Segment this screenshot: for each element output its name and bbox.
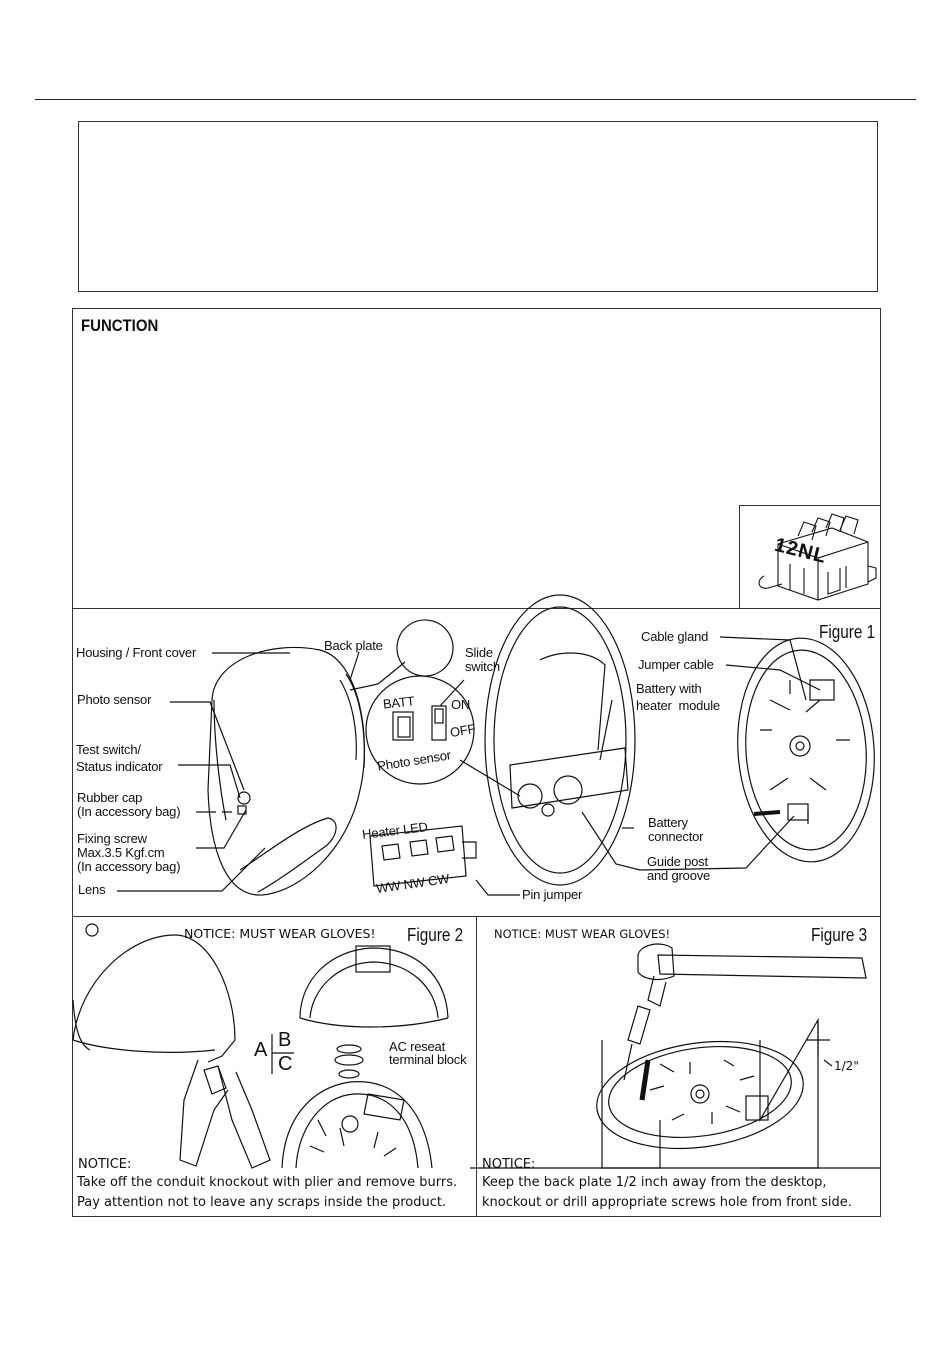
fig2-warning: NOTICE: MUST WEAR GLOVES! xyxy=(184,926,376,941)
label-c: C xyxy=(278,1053,293,1075)
back-plate-label: Back plate xyxy=(324,638,383,653)
function-title: FUNCTION xyxy=(81,316,159,335)
figure3-title: Figure 3 xyxy=(811,925,868,945)
fixing-screw-label: Fixing screw Max.3.5 Kgf.cm (In accessory bag) xyxy=(77,831,181,874)
cable-gland-label: Cable gland xyxy=(641,629,709,644)
battery-heater-label: Battery with heater module xyxy=(636,681,720,713)
fig3-notice-title: NOTICE: xyxy=(482,1157,536,1172)
housing-label: Housing / Front cover xyxy=(76,645,197,660)
figure1-title: Figure 1 xyxy=(819,622,876,642)
battery-connector-label: Battery connector xyxy=(648,815,704,844)
off-label: OFF xyxy=(448,720,477,741)
ww-nw-cw-label: WW NW CW xyxy=(375,870,451,897)
photo-sensor-inset-label: Photo sensor xyxy=(376,747,452,774)
label-a: A xyxy=(254,1039,268,1061)
photo-sensor-label: Photo sensor xyxy=(77,692,152,707)
heater-led-label: Heater LED xyxy=(361,819,429,842)
label-b: B xyxy=(278,1029,292,1051)
jumper-cable-label: Jumper cable xyxy=(638,657,714,672)
on-label: ON xyxy=(451,697,471,712)
figure2-title: Figure 2 xyxy=(407,925,464,945)
slide-switch-label: Slide switch xyxy=(465,645,500,674)
test-switch-label: Test switch/ Status indicator xyxy=(76,742,163,774)
batt-label: BATT xyxy=(382,693,416,712)
fig3-warning: NOTICE: MUST WEAR GLOVES! xyxy=(494,927,671,941)
pin-jumper-label: Pin jumper xyxy=(522,887,583,902)
fig3-notice-body: Keep the back plate 1/2 inch away from the desktop, knockout or drill appropriate screws hole from front side. xyxy=(482,1175,852,1210)
fig2-notice-title: NOTICE: xyxy=(78,1157,132,1172)
lens-label: Lens xyxy=(78,882,106,897)
rubber-cap-label: Rubber cap (In accessory bag) xyxy=(77,790,181,819)
terminal-block-label: 12NL xyxy=(772,533,829,569)
gap-label: 1/2" xyxy=(834,1059,859,1073)
fig2-notice-body: Take off the conduit knockout with plier and remove burrs. Pay attention not to leave any scraps inside the product. xyxy=(77,1175,458,1210)
guide-post-label: Guide post and groove xyxy=(647,854,711,883)
ac-terminal-label: AC reseat terminal block xyxy=(389,1039,467,1067)
